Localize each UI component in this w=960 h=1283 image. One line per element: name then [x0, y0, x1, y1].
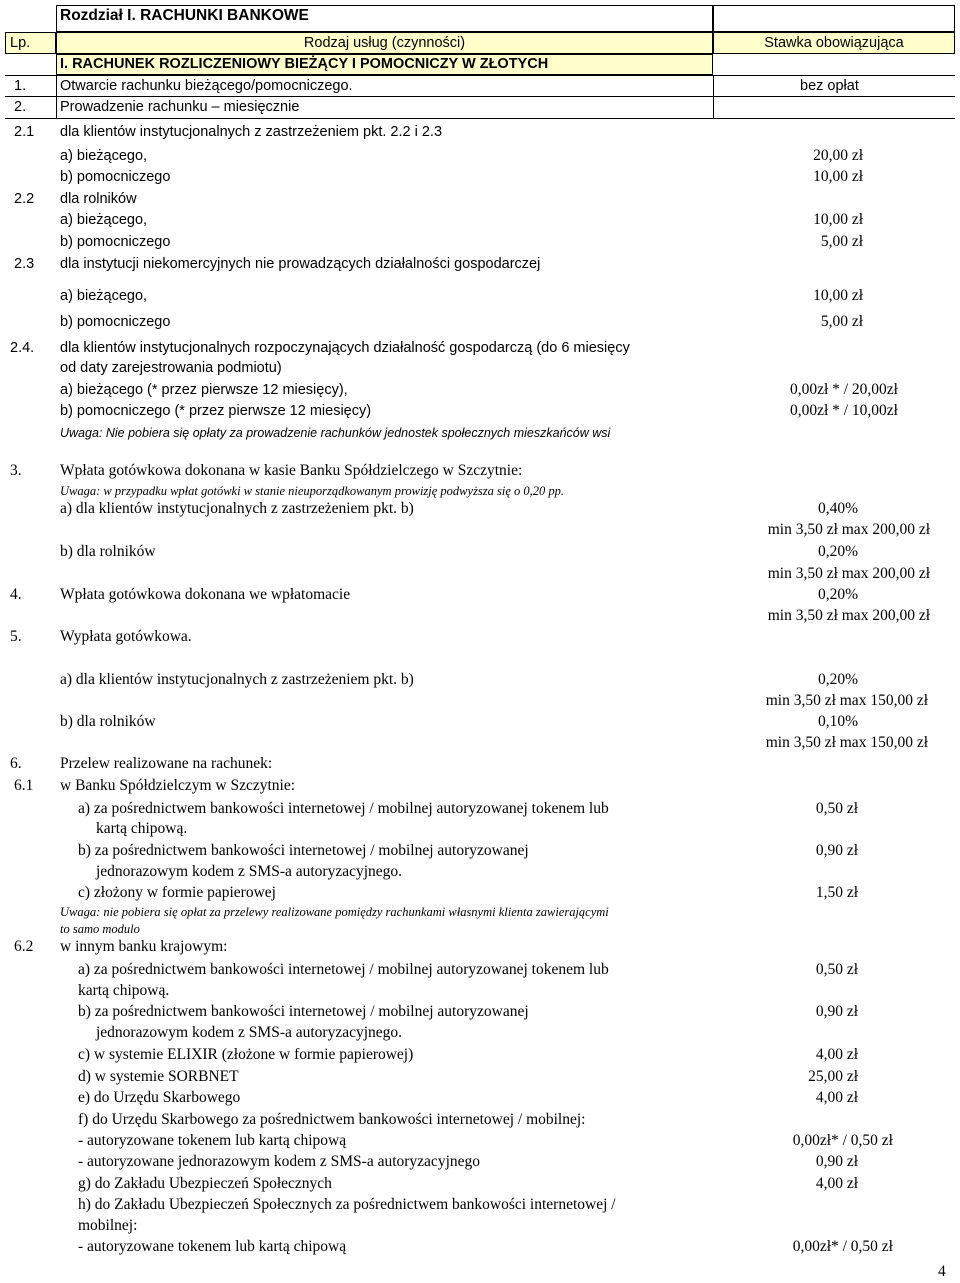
- row-2-1-text: dla klientów instytucjonalnych z zastrzeżeniem pkt. 2.2 i 2.3: [60, 124, 443, 140]
- row-6-1-note-line1: Uwaga: nie pobiera się opłat za przelewy realizowane pomiędzy rachunkami własnymi klienta zawierającymi: [60, 905, 609, 919]
- row-6-1b-rate: 0,90 zł: [815, 842, 858, 859]
- row-6-2e-text: e) do Urzędu Skarbowego: [78, 1089, 241, 1106]
- row-3b-text: b) dla rolników: [60, 543, 156, 560]
- row-2-1b-rate: 10,00 zł: [813, 168, 863, 185]
- column-line: [713, 75, 714, 118]
- row-6-2c-text: c) w systemie ELIXIR (złożone w formie papierowej): [78, 1046, 414, 1063]
- row-6-1a-rate: 0,50 zł: [815, 800, 858, 817]
- row-6-1c-rate: 1,50 zł: [815, 884, 858, 901]
- row-6-2e-rate: 4,00 zł: [815, 1089, 858, 1106]
- row-6-2a-text-line2: kartą chipową.: [78, 982, 170, 999]
- row-1-text: Otwarcie rachunku bieżącego/pomocniczego.: [60, 78, 353, 94]
- row-6-2-lp: 6.2: [14, 938, 34, 955]
- row-6-lp: 6.: [10, 755, 22, 772]
- page-number: 4: [938, 1263, 946, 1280]
- row-2-3b-text: b) pomocniczego: [60, 314, 171, 330]
- row-3b-rate-limits: min 3,50 zł max 200,00 zł: [767, 565, 930, 582]
- row-6-1-lp: 6.1: [14, 777, 34, 794]
- row-2-4a-text: a) bieżącego (* przez pierwsze 12 miesięcy),: [60, 382, 348, 398]
- row-4-lp: 4.: [10, 586, 22, 603]
- row-6-2a-text-line1: a) za pośrednictwem bankowości internetowej / mobilnej autoryzowanej tokenem lub: [78, 961, 609, 978]
- col-lp-heading: Lp.: [10, 35, 31, 51]
- row-6-2f1-text: - autoryzowane tokenem lub kartą chipową: [78, 1132, 347, 1149]
- row-2-1a-rate: 20,00 zł: [813, 147, 863, 164]
- section-title: Rozdział I. RACHUNKI BANKOWE: [60, 7, 309, 24]
- header-empty-cell: [713, 5, 955, 32]
- row-6-1-text: w Banku Spółdzielczym w Szczytnie:: [60, 777, 296, 794]
- row-3b-rate-percent: 0,20%: [817, 543, 858, 560]
- row-6-2d-rate: 25,00 zł: [808, 1068, 858, 1085]
- row-2-3-lp: 2.3: [14, 256, 35, 272]
- row-2-4a-rate: 0,00zł * / 20,00zł: [789, 381, 898, 398]
- row-2-4b-text: b) pomocniczego (* przez pierwsze 12 miesięcy): [60, 403, 372, 419]
- row-6-text: Przelew realizowane na rachunek:: [60, 755, 273, 772]
- row-3-lp: 3.: [10, 462, 22, 479]
- row-5b-text: b) dla rolników: [60, 713, 156, 730]
- row-6-2f2-rate: 0,90 zł: [815, 1153, 858, 1170]
- col-service-heading: Rodzaj usług (czynności): [303, 35, 466, 51]
- row-2-3-text: dla instytucji niekomercyjnych nie prowadzących działalności gospodarczej: [60, 256, 541, 272]
- row-6-2b-text-line1: b) za pośrednictwem bankowości internetowej / mobilnej autoryzowanej: [78, 1003, 529, 1020]
- row-2-3a-text: a) bieżącego,: [60, 288, 148, 304]
- row-6-2f-text: f) do Urzędu Skarbowego za pośrednictwem bankowości internetowej / mobilnej:: [78, 1111, 586, 1128]
- row-2-1b-text: b) pomocniczego: [60, 169, 171, 185]
- row-2-2a-text: a) bieżącego,: [60, 212, 148, 228]
- subsection-title: I. RACHUNEK ROZLICZENIOWY BIEŻĄCY I POMOCNICZY W ZŁOTYCH: [60, 56, 549, 72]
- row-5-text: Wypłata gotówkowa.: [60, 628, 192, 645]
- row-5-lp: 5.: [10, 628, 22, 645]
- row-6-2f1-rate: 0,00zł* / 0,50 zł: [792, 1132, 893, 1149]
- row-2-4b-rate: 0,00zł * / 10,00zł: [789, 402, 898, 419]
- row-5b-rate-percent: 0,10%: [817, 713, 858, 730]
- row-6-2b-rate: 0,90 zł: [815, 1003, 858, 1020]
- row-3a-rate-percent: 0,40%: [817, 500, 858, 517]
- row-4-text: Wpłata gotówkowa dokonana we wpłatomacie: [60, 586, 351, 603]
- row-6-1-note-line2: to samo modulo: [60, 922, 140, 936]
- row-2-3a-rate: 10,00 zł: [813, 287, 863, 304]
- row-4-rate-percent: 0,20%: [817, 586, 858, 603]
- row-2-2a-rate: 10,00 zł: [813, 211, 863, 228]
- row-2-2b-rate: 5,00 zł: [820, 233, 863, 250]
- row-2-4-text-line2: od daty zarejestrowania podmiotu): [60, 360, 282, 376]
- row-5a-rate-limits: min 3,50 zł max 150,00 zł: [765, 692, 928, 709]
- row-6-1b-text-line2: jednorazowym kodem z SMS-a autoryzacyjnego.: [96, 863, 403, 880]
- row-6-1a-text-line1: a) za pośrednictwem bankowości internetowej / mobilnej autoryzowanej tokenem lub: [78, 800, 609, 817]
- row-4-rate-limits: min 3,50 zł max 200,00 zł: [767, 607, 930, 624]
- row-3a-rate-limits: min 3,50 zł max 200,00 zł: [767, 521, 930, 538]
- row-5a-text: a) dla klientów instytucjonalnych z zastrzeżeniem pkt. b): [60, 671, 414, 688]
- row-6-2c-rate: 4,00 zł: [815, 1046, 858, 1063]
- row-6-2g-text: g) do Zakładu Ubezpieczeń Społecznych: [78, 1175, 332, 1192]
- row-6-2g-rate: 4,00 zł: [815, 1175, 858, 1192]
- row-2-lp: 2.: [14, 99, 27, 115]
- row-2-1-lp: 2.1: [14, 124, 35, 140]
- row-2-1a-text: a) bieżącego,: [60, 148, 148, 164]
- row-2-4-note: Uwaga: Nie pobiera się opłaty za prowadzenie rachunków jednostek społecznych mieszkańców wsi: [60, 426, 611, 440]
- row-5b-rate-limits: min 3,50 zł max 150,00 zł: [765, 734, 928, 751]
- row-6-2h1-rate: 0,00zł* / 0,50 zł: [792, 1238, 893, 1255]
- row-6-1b-text-line1: b) za pośrednictwem bankowości internetowej / mobilnej autoryzowanej: [78, 842, 529, 859]
- row-2-4-lp: 2.4.: [10, 340, 35, 356]
- row-1-lp: 1.: [14, 78, 27, 94]
- row-6-2d-text: d) w systemie SORBNET: [78, 1068, 239, 1085]
- row-2-2-text: dla rolników: [60, 191, 137, 207]
- row-6-1c-text: c) złożony w formie papierowej: [78, 884, 276, 901]
- row-6-2-text: w innym banku krajowym:: [60, 938, 228, 955]
- row-6-2h-text-line1: h) do Zakładu Ubezpieczeń Społecznych za pośrednictwem bankowości internetowej /: [78, 1196, 616, 1213]
- row-line: [5, 118, 955, 119]
- row-5a-rate-percent: 0,20%: [817, 671, 858, 688]
- row-3-text: Wpłata gotówkowa dokonana w kasie Banku Spółdzielczego w Szczytnie:: [60, 462, 523, 479]
- row-3a-text: a) dla klientów instytucjonalnych z zastrzeżeniem pkt. b): [60, 500, 414, 517]
- row-6-1a-text-line2: kartą chipową.: [96, 820, 188, 837]
- row-6-2h1-text: - autoryzowane tokenem lub kartą chipową: [78, 1238, 347, 1255]
- row-1-rate: bez opłat: [800, 78, 859, 94]
- row-2-2b-text: b) pomocniczego: [60, 234, 171, 250]
- row-6-2h-text-line2: mobilnej:: [78, 1217, 138, 1234]
- row-6-2a-rate: 0,50 zł: [815, 961, 858, 978]
- column-line: [56, 75, 57, 118]
- row-2-2-lp: 2.2: [14, 191, 35, 207]
- row-6-2b-text-line2: jednorazowym kodem z SMS-a autoryzacyjnego.: [96, 1024, 403, 1041]
- row-2-text: Prowadzenie rachunku – miesięcznie: [60, 99, 300, 115]
- row-6-2f2-text: - autoryzowane jednorazowym kodem z SMS-a autoryzacyjnego: [78, 1153, 481, 1170]
- row-2-4-text-line1: dla klientów instytucjonalnych rozpoczynających działalność gospodarczą (do 6 miesięcy: [60, 340, 630, 356]
- col-rate-heading: Stawka obowiązująca: [764, 35, 904, 51]
- row-3-note: Uwaga: w przypadku wpłat gotówki w stanie nieuporządkowanym prowizję podwyższa się o 0,20 pp.: [60, 484, 565, 498]
- row-2-3b-rate: 5,00 zł: [820, 313, 863, 330]
